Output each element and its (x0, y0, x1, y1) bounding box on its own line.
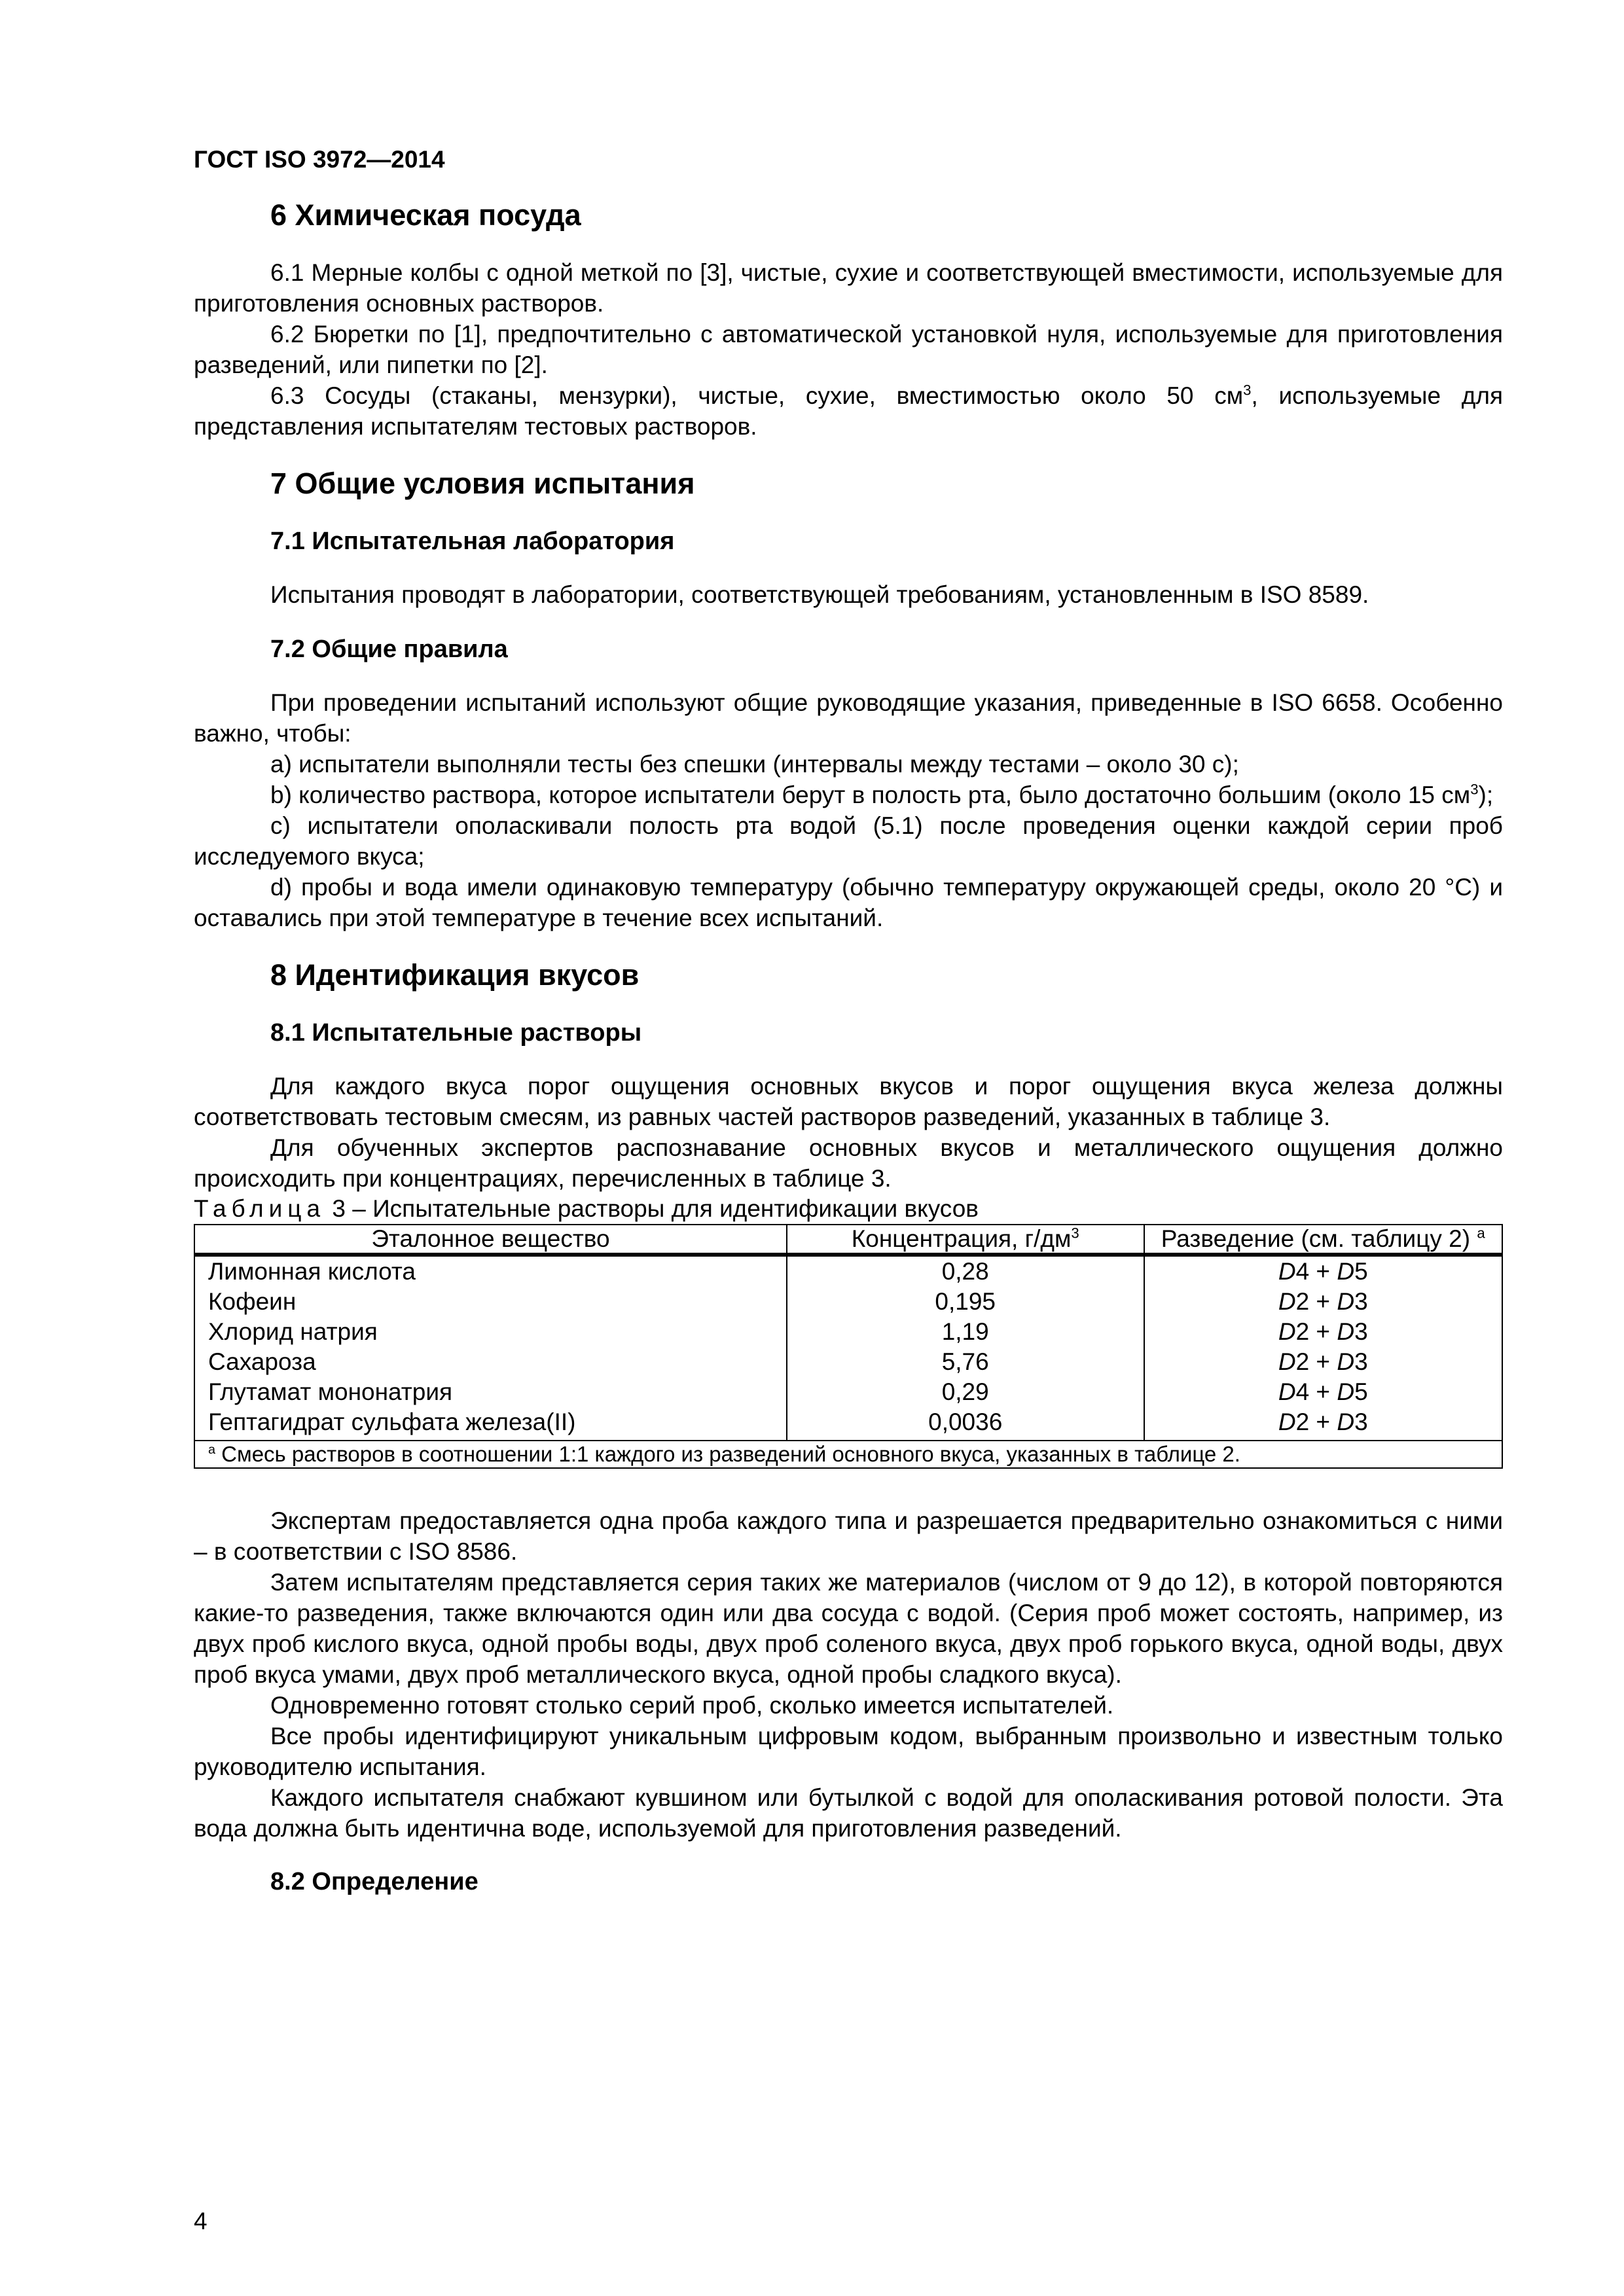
table-header-row (194, 1225, 1502, 1255)
cell-substance: Гептагидрат сульфата железа(II) (194, 1407, 787, 1441)
cell-substance: Лимонная кислота (194, 1255, 787, 1287)
section-6-body (194, 257, 1503, 442)
cell-substance: Сахароза (194, 1347, 787, 1377)
paragraph-8-1-1: Для каждого вкуса порог ощущения основных вкусов и порог ощущения вкуса железа должны соответствовать тестовым смесям, из равных частей растворов разведений, указанных в таблице 3. (194, 1073, 1503, 1130)
cell-dilution: D4 + D5 (1144, 1255, 1503, 1287)
column-header-substance: Эталонное вещество (194, 1225, 787, 1255)
table-footnote: $^a$ Смесь растворов в соотношении 1:1 каждого из разведений основного вкуса, указанных в таблице 2. (194, 1441, 1502, 1468)
paragraph-8-1-5: Одновременно готовят столько серий проб, сколько имеется испытателей. (270, 1692, 1114, 1719)
cell-substance: Хлорид натрия (194, 1317, 787, 1347)
table-caption: Таблица 3 – Испытательные растворы для идентификации вкусов (194, 1195, 979, 1222)
section-8-1-title: 8.1 Испытательные растворы (270, 1019, 642, 1047)
section-7-1-title: 7.1 Испытательная лаборатория (270, 528, 675, 555)
cell-substance: Глутамат мононатрия (194, 1377, 787, 1407)
page-number: 4 (194, 2208, 208, 2234)
paragraph-6-3: 6.3 Сосуды (стаканы, мензурки), чистые, сухие, вместимостью около 50 $см^3$, используемые для представления испытателям тестовых растворов. (194, 382, 1504, 440)
cell-concentration: 1,19 (787, 1317, 1144, 1347)
cell-concentration: 0,28 (787, 1255, 1144, 1287)
list-item-a: a) испытатели выполняли тесты без спешки (интервалы между тестами – около 30 с); (270, 751, 1239, 778)
cell-dilution: D2 + D3 (1144, 1287, 1503, 1317)
document-page (194, 144, 1503, 1920)
cell-dilution: D2 + D3 (1144, 1317, 1503, 1347)
cell-concentration: 0,195 (787, 1287, 1144, 1317)
cell-concentration: 5,76 (787, 1347, 1144, 1377)
section-7-2-body (194, 687, 1503, 933)
column-header-dilution: Разведение (см. таблицу 2) $^a$ (1144, 1225, 1503, 1255)
section-6-title: 6 Химическая посуда (270, 198, 581, 232)
table-row (194, 1407, 1502, 1441)
table-footnote-row (194, 1441, 1502, 1468)
document-code: ГОСТ ISO 3972—2014 (194, 146, 445, 173)
paragraph-6-2: 6.2 Бюретки по [1], предпочтительно с автоматической установкой нуля, используемые для приготовления разведений, или пипетки по [2]. (194, 321, 1503, 378)
table-row (194, 1255, 1502, 1287)
section-8-title: 8 Идентификация вкусов (270, 958, 640, 992)
paragraph-6-1: 6.1 Мерные колбы с одной меткой по [3], чистые, сухие и соответствующей вместимости, используемые для приготовления основных растворов. (194, 259, 1503, 317)
list-item-d: d) пробы и вода имели одинаковую температуру (обычно температуру окружающей среды, около 20 °С) и оставались при этой температуре в течение всех испытаний. (194, 874, 1503, 931)
section-7-2-title: 7.2 Общие правила (270, 636, 508, 663)
paragraph-8-1-2: Для обученных экспертов распознавание основных вкусов и металлического ощущения должно происходить при концентрациях, перечисленных в таблице 3. (194, 1134, 1503, 1192)
table-row (194, 1317, 1502, 1347)
section-8-1-body (194, 1071, 1503, 1194)
cell-dilution: D4 + D5 (1144, 1377, 1503, 1407)
paragraph-7-1: Испытания проводят в лаборатории, соответствующей требованиям, установленным в ISO 8589. (270, 581, 1369, 608)
section-8-2-title: 8.2 Определение (270, 1868, 478, 1895)
cell-concentration: 0,0036 (787, 1407, 1144, 1441)
paragraph-8-1-6: Все пробы идентифицируют уникальным цифровым кодом, выбранным произвольно и известным только руководителю испытания. (194, 1723, 1503, 1780)
list-item-b: b) количество раствора, которое испытатели берут в полость рта, было достаточно большим (около 15 $см^3$); (270, 781, 1494, 808)
cell-dilution: D2 + D3 (1144, 1347, 1503, 1377)
table-row (194, 1287, 1502, 1317)
paragraph-8-1-4: Затем испытателям представляется серия таких же материалов (числом от 9 до 12), в которой повторяются какие-то разведения, также включаются один или два сосуда с водой. (Серия проб может состоять, например, из двух проб кислого вкуса, одной пробы воды, двух проб соленого вкуса, двух проб горького вкуса, одной воды, двух проб вкуса умами, двух проб металлического вкуса, одной пробы сладкого вкуса). (194, 1569, 1503, 1688)
column-header-concentration: Концентрация, $г/дм^3$ (787, 1225, 1144, 1255)
test-solutions-table (194, 1224, 1503, 1469)
table-row (194, 1377, 1502, 1407)
section-7-1-body (194, 579, 1503, 610)
paragraph-7-2-intro: При проведении испытаний используют общие руководящие указания, приведенные в ISO 6658. Особенно важно, чтобы: (194, 689, 1503, 747)
paragraph-8-1-7: Каждого испытателя снабжают кувшином или бутылкой с водой для ополаскивания ротовой полости. Эта вода должна быть идентична воде, используемой для приготовления разведений. (194, 1784, 1503, 1842)
paragraph-8-1-3: Экспертам предоставляется одна проба каждого типа и разрешается предварительно ознакомиться с ними – в соответствии с ISO 8586. (194, 1507, 1503, 1565)
section-7-title: 7 Общие условия испытания (270, 467, 695, 500)
table-row (194, 1347, 1502, 1377)
cell-dilution: D2 + D3 (1144, 1407, 1503, 1441)
cell-concentration: 0,29 (787, 1377, 1144, 1407)
cell-substance: Кофеин (194, 1287, 787, 1317)
list-item-c: c) испытатели ополаскивали полость рта водой (5.1) после проведения оценки каждой серии проб исследуемого вкуса; (194, 812, 1503, 870)
section-8-1-continued (194, 1505, 1503, 1844)
